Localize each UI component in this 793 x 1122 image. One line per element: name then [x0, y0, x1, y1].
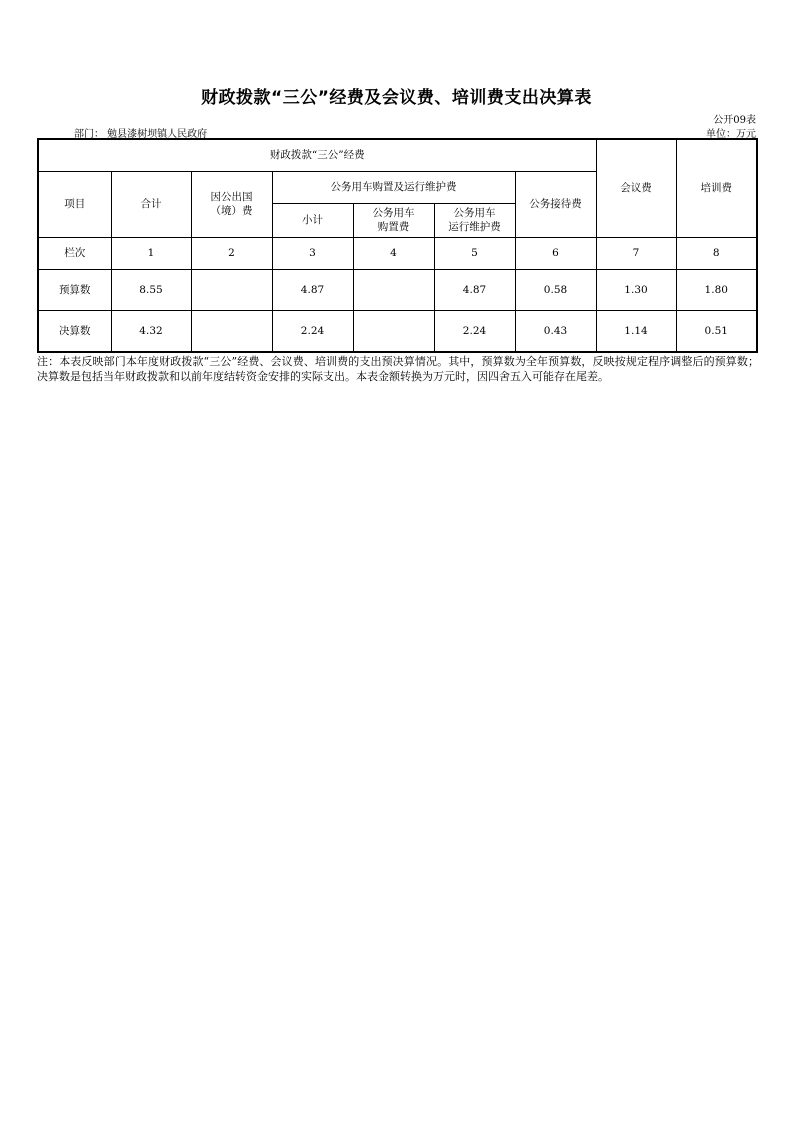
table-cell: 4.32: [111, 310, 191, 352]
table-cell: 2: [191, 237, 272, 269]
table-cell: 6: [515, 237, 596, 269]
row-label: 栏次: [38, 237, 111, 269]
form-number: 公开09表: [713, 115, 756, 126]
table-cell: 4: [353, 237, 434, 269]
unit-label: 单位：万元: [706, 129, 756, 140]
table-cell: 1.30: [596, 269, 676, 310]
table-cell: 8: [676, 237, 757, 269]
department-label: 部门： 勉县漆树坝镇人民政府: [74, 129, 208, 140]
col-vehicle-maint-header: 公务用车 运行维护费: [434, 203, 515, 237]
table-cell: 1.14: [596, 310, 676, 352]
table-cell: 5: [434, 237, 515, 269]
table-cell: 0.43: [515, 310, 596, 352]
expenditure-table: [37, 138, 758, 353]
table-cell: 0.51: [676, 310, 757, 352]
col-vehicle-purchase-header: 公务用车 购置费: [353, 203, 434, 237]
table-cell: [191, 310, 272, 352]
table-cell: 3: [272, 237, 353, 269]
col-item-header: 项目: [38, 171, 111, 237]
table-cell: 1.80: [676, 269, 757, 310]
table-cell: 1: [111, 237, 191, 269]
col-abroad-header: 因公出国 （境）费: [191, 171, 272, 237]
table-cell: [353, 269, 434, 310]
table-cell: 8.55: [111, 269, 191, 310]
table-cell: [191, 269, 272, 310]
table-cell: 2.24: [272, 310, 353, 352]
table-row: [38, 237, 757, 269]
table-cell: 0.58: [515, 269, 596, 310]
col-vehicle-group-header: 公务用车购置及运行维护费: [272, 171, 515, 203]
col-total-header: 合计: [111, 171, 191, 237]
table-row: [38, 310, 757, 352]
table-cell: 4.87: [272, 269, 353, 310]
table-cell: [353, 310, 434, 352]
col-meeting-header: 会议费: [596, 139, 676, 237]
group-header-cell: 财政拨款“三公”经费: [38, 139, 596, 171]
table-row: [38, 269, 757, 310]
col-vehicle-subtotal-header: 小计: [272, 203, 353, 237]
table-cell: 7: [596, 237, 676, 269]
col-training-header: 培训费: [676, 139, 757, 237]
row-label: 决算数: [38, 310, 111, 352]
table-cell: 2.24: [434, 310, 515, 352]
table-cell: 4.87: [434, 269, 515, 310]
page-title: 财政拨款“三公”经费及会议费、培训费支出决算表: [201, 88, 592, 108]
footnote: 注：本表反映部门本年度财政拨款“三公”经费、会议费、培训费的支出预决算情况。其中，预算数为全年预算数，反映按规定程序调整后的预算数；决算数是包括当年财政拨款和以前年度结转资金安排的实际支出。本表金额转换为万元时，因四舍五入可能存在尾差。: [37, 355, 759, 383]
col-reception-header: 公务接待费: [515, 171, 596, 237]
row-label: 预算数: [38, 269, 111, 310]
